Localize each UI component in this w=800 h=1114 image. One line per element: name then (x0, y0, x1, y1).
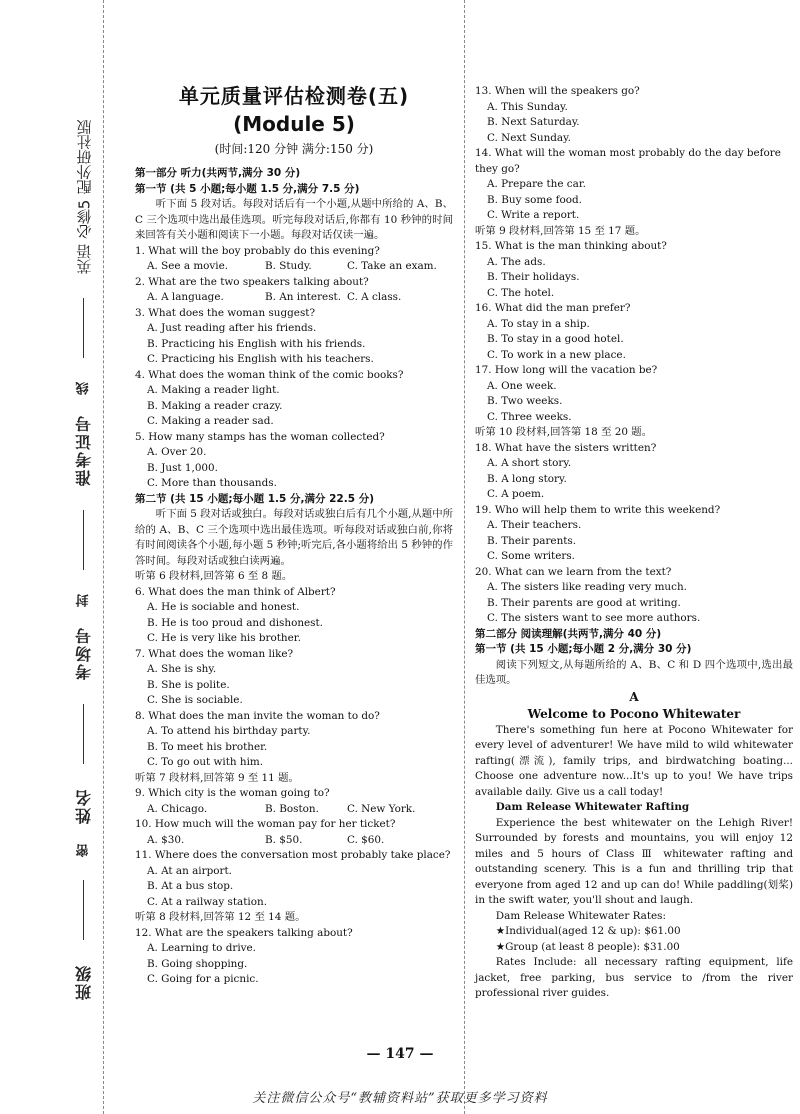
question-10 (135, 817, 453, 848)
option-a[interactable]: A. Their teachers. (487, 519, 582, 531)
option-b[interactable]: B. Two weeks. (487, 395, 563, 407)
option-a[interactable]: A. To stay in a ship. (487, 317, 590, 330)
question-4 (135, 368, 453, 430)
book-info: 英语 必修5 配外研社版 (75, 119, 94, 275)
option-b[interactable]: B. Boston. (265, 802, 319, 815)
seal-seal-mark: 封 (76, 593, 92, 607)
question-stem: 12. What are the speakers talking about? (135, 926, 353, 939)
option-a[interactable]: A. To attend his birthday party. (147, 725, 311, 737)
option-c[interactable]: C. He is very like his brother. (147, 632, 301, 644)
rates-heading: Dam Release Whitewater Rates: (495, 909, 667, 922)
question-1 (135, 244, 453, 275)
option-b[interactable]: B. An interest. (265, 291, 342, 303)
option-a[interactable]: A. One week. (487, 379, 557, 392)
option-b[interactable]: B. $50. (265, 833, 303, 846)
part1-sec1-instructions: 听下面 5 段对话。每段对话后有一个小题,从题中所给的 A、B、C 三个选项中选出最佳选项。听完每段对话后,你都有 10 秒钟的时间来回答有关小题和阅读下一小题。每段对话仅读一遍。 (135, 198, 453, 241)
part1-sec2-heading: 第二节 (共 15 小题;每小题 1.5 分,满分 22.5 分) (135, 492, 374, 505)
option-a[interactable]: A. Over 20. (147, 446, 207, 458)
column-divider (464, 0, 465, 1114)
listen-instruction: 听第 8 段材料,回答第 12 至 14 题。 (135, 911, 306, 923)
option-a[interactable]: A. He is sociable and honest. (147, 601, 300, 613)
option-b[interactable]: B. Practicing his English with his friends. (147, 337, 366, 350)
question-stem: 19. Who will help them to write this weekend? (475, 503, 721, 516)
ticket-number-label: 准考证号 (74, 414, 94, 487)
question-stem: 4. What does the woman think of the comic books? (135, 368, 404, 381)
option-a[interactable]: A. This Sunday. (487, 100, 568, 113)
option-a[interactable]: A. A short story. (487, 457, 572, 469)
question-stem: 5. How many stamps has the woman collected? (135, 430, 385, 443)
rate-individual: ★Individual(aged 12 & up): $61.00 (495, 925, 681, 937)
question-13 (475, 84, 793, 146)
option-c[interactable]: C. A poem. (487, 488, 545, 500)
passage-paragraph-1: There's something fun here at Pocono Whitewater for every level of adventurer! We have mild to wild whitewater rafting(漂流), family trips, and birdwatching boating... Choose one adventure now...It's up to you! We have trips available daily. Give us a call today! (475, 723, 793, 798)
option-c[interactable]: C. To go out with him. (147, 756, 264, 768)
part1-sec1-heading: 第一节 (共 5 小题;每小题 1.5 分,满分 7.5 分) (135, 182, 360, 195)
ticket-number-blank[interactable] (84, 298, 85, 358)
rate-group: ★Group (at least 8 people): $31.00 (495, 940, 680, 953)
listen-instruction: 听第 9 段材料,回答第 15 至 17 题。 (475, 224, 646, 237)
option-c[interactable]: C. New York. (347, 802, 416, 815)
question-12 (135, 926, 453, 988)
question-stem: 20. What can we learn from the text? (475, 565, 672, 578)
option-a[interactable]: A. Making a reader light. (147, 384, 280, 396)
class-blank[interactable] (84, 880, 85, 940)
question-stem: 9. Which city is the woman going to? (135, 787, 330, 799)
question-stem: 18. What have the sisters written? (475, 441, 657, 454)
page-title: 单元质量评估检测卷(五) (178, 84, 410, 108)
option-b[interactable]: B. Their parents are good at writing. (487, 596, 681, 609)
option-b[interactable]: B. Buy some food. (487, 193, 582, 206)
question-stem: 6. What does the man think of Albert? (135, 585, 336, 598)
question-14 (475, 146, 793, 224)
option-b[interactable]: B. Next Saturday. (487, 116, 580, 128)
question-19 (475, 503, 793, 565)
option-c[interactable]: C. Three weeks. (487, 410, 572, 423)
option-a[interactable]: A. At an airport. (147, 864, 232, 877)
option-c[interactable]: C. Write a report. (487, 209, 580, 221)
option-a[interactable]: A. Chicago. (147, 802, 208, 815)
class-label: 班级 (74, 964, 94, 1001)
binding-sidebar (62, 110, 106, 1010)
part1-sec2-instructions: 听下面 5 段对话或独白。每段对话或独白后有几个小题,从题中所给的 A、B、C 三个选项中选出最佳选项。听每段对话或独白前,你将有时间阅读各个小题,每小题 5 秒钟;听完后,各小题将给出 5 秒钟的作答时间。每段对话或独白读两遍。 (135, 508, 453, 567)
question-stem: 14. What will the woman most probably do the day before they go? (475, 147, 781, 175)
time-info: (时间:120 分钟 满分:150 分) (214, 142, 374, 156)
option-a[interactable]: A. Learning to drive. (147, 942, 256, 954)
right-column (475, 84, 793, 1002)
question-stem: 2. What are the two speakers talking about? (135, 275, 369, 288)
exam-room-blank[interactable] (84, 510, 85, 570)
option-c[interactable]: C. Take an exam. (347, 260, 437, 272)
option-b[interactable]: B. To meet his brother. (147, 740, 268, 753)
question-7 (135, 647, 453, 709)
question-stem: 3. What does the woman suggest? (135, 306, 316, 319)
option-a[interactable]: A. $30. (147, 833, 185, 846)
option-b[interactable]: B. Study. (265, 260, 312, 272)
page-number: — 147 — (366, 1046, 434, 1062)
name-label: 姓名 (74, 787, 94, 824)
question-stem: 1. What will the boy probably do this evening? (135, 244, 380, 257)
passage-letter: A (629, 689, 639, 704)
exam-room-label: 考场号 (74, 626, 94, 681)
seal-line-mark: 线 (76, 381, 92, 395)
option-b[interactable]: B. Their parents. (487, 534, 577, 547)
option-c[interactable]: C. To work in a new place. (487, 348, 626, 361)
option-c[interactable]: C. More than thousands. (147, 477, 277, 489)
footer-note: 关注微信公众号“教辅资料站”获取更多学习资料 (252, 1091, 548, 1106)
part2-instructions: 阅读下列短文,从每题所给的 A、B、C 和 D 四个选项中,选出最佳选项。 (475, 658, 793, 686)
question-3 (135, 306, 453, 368)
option-b[interactable]: B. Going shopping. (147, 957, 248, 970)
question-16 (475, 301, 793, 363)
question-17 (475, 363, 793, 425)
part2-heading: 第二部分 阅读理解(共两节,满分 40 分) (475, 627, 662, 640)
name-blank[interactable] (84, 704, 85, 764)
question-9 (135, 786, 453, 817)
rates-include: Rates Include: all necessary rafting equipment, life jacket, free parking, bus service to /from the river professional river guides. (475, 956, 793, 999)
option-a[interactable]: A. The sisters like reading very much. (487, 581, 687, 593)
question-20 (475, 565, 793, 627)
listen-instruction: 听第 10 段材料,回答第 18 至 20 题。 (475, 426, 653, 438)
option-c[interactable]: C. Some writers. (487, 550, 575, 562)
option-b[interactable]: B. To stay in a good hotel. (487, 333, 624, 345)
question-stem: 8. What does the man invite the woman to do? (135, 709, 380, 722)
option-c[interactable]: C. The sisters want to see more authors. (487, 612, 701, 624)
option-c[interactable]: C. Next Sunday. (487, 131, 571, 144)
option-b[interactable]: B. He is too proud and dishonest. (147, 616, 323, 629)
option-c[interactable]: C. $60. (347, 833, 385, 846)
option-a[interactable]: A. A language. (147, 291, 224, 303)
part1-heading: 第一部分 听力(共两节,满分 30 分) (135, 167, 301, 179)
listen-instruction: 听第 7 段材料,回答第 9 至 11 题。 (135, 771, 299, 784)
question-stem: 15. What is the man thinking about? (475, 240, 667, 252)
question-stem: 10. How much will the woman pay for her ticket? (135, 818, 396, 830)
left-column (135, 82, 453, 988)
question-6 (135, 585, 453, 647)
question-11 (135, 848, 453, 910)
passage-title: Welcome to Pocono Whitewater (527, 706, 741, 721)
option-c[interactable]: C. She is sociable. (147, 694, 243, 706)
option-b[interactable]: B. Making a reader crazy. (147, 399, 283, 412)
option-c[interactable]: C. At a railway station. (147, 895, 268, 908)
option-c[interactable]: C. A class. (347, 291, 402, 303)
option-c[interactable]: C. Practicing his English with his teachers. (147, 353, 374, 365)
binding-dashed-line (103, 0, 104, 1114)
seal-dense-mark: 密 (76, 843, 92, 857)
option-a[interactable]: A. Just reading after his friends. (147, 322, 317, 334)
question-8 (135, 709, 453, 771)
option-b[interactable]: B. At a bus stop. (147, 880, 234, 892)
part2-sec1-heading: 第一节 (共 15 小题;每小题 2 分,满分 30 分) (475, 643, 692, 655)
option-c[interactable]: C. Making a reader sad. (147, 415, 274, 427)
question-stem: 17. How long will the vacation be? (475, 364, 658, 376)
question-stem: 7. What does the woman like? (135, 647, 294, 660)
option-b[interactable]: B. A long story. (487, 472, 567, 485)
module-subtitle: (Module 5) (233, 112, 355, 136)
passage-paragraph-2: Experience the best whitewater on the Lehigh River! Surrounded by forests and mountains, you will enjoy 12 miles and 5 hours of Class Ⅲ whitewater rafting and outstanding scenery. This is a fun and thrilling trip that everyone from aged 12 and up can do! While paddling(划桨) in the swift water, you'll shout and laugh. (475, 816, 793, 906)
question-18 (475, 441, 793, 503)
question-2 (135, 275, 453, 306)
question-stem: 11. Where does the conversation most probably take place? (135, 849, 451, 861)
question-5 (135, 430, 453, 492)
listen-instruction: 听第 6 段材料,回答第 6 至 8 题。 (135, 570, 293, 582)
option-b[interactable]: B. Their holidays. (487, 271, 580, 283)
option-c[interactable]: C. Going for a picnic. (147, 973, 259, 985)
question-stem: 13. When will the speakers go? (475, 85, 640, 97)
option-a[interactable]: A. The ads. (487, 255, 546, 268)
option-a[interactable]: A. See a movie. (147, 260, 229, 272)
option-a[interactable]: A. She is shy. (147, 663, 217, 675)
passage-subheading: Dam Release Whitewater Rafting (495, 801, 690, 813)
option-c[interactable]: C. The hotel. (487, 286, 555, 299)
question-15 (475, 239, 793, 301)
option-a[interactable]: A. Prepare the car. (487, 178, 586, 190)
option-b[interactable]: B. Just 1,000. (147, 461, 218, 474)
option-b[interactable]: B. She is polite. (147, 678, 230, 691)
question-stem: 16. What did the man prefer? (475, 302, 631, 314)
